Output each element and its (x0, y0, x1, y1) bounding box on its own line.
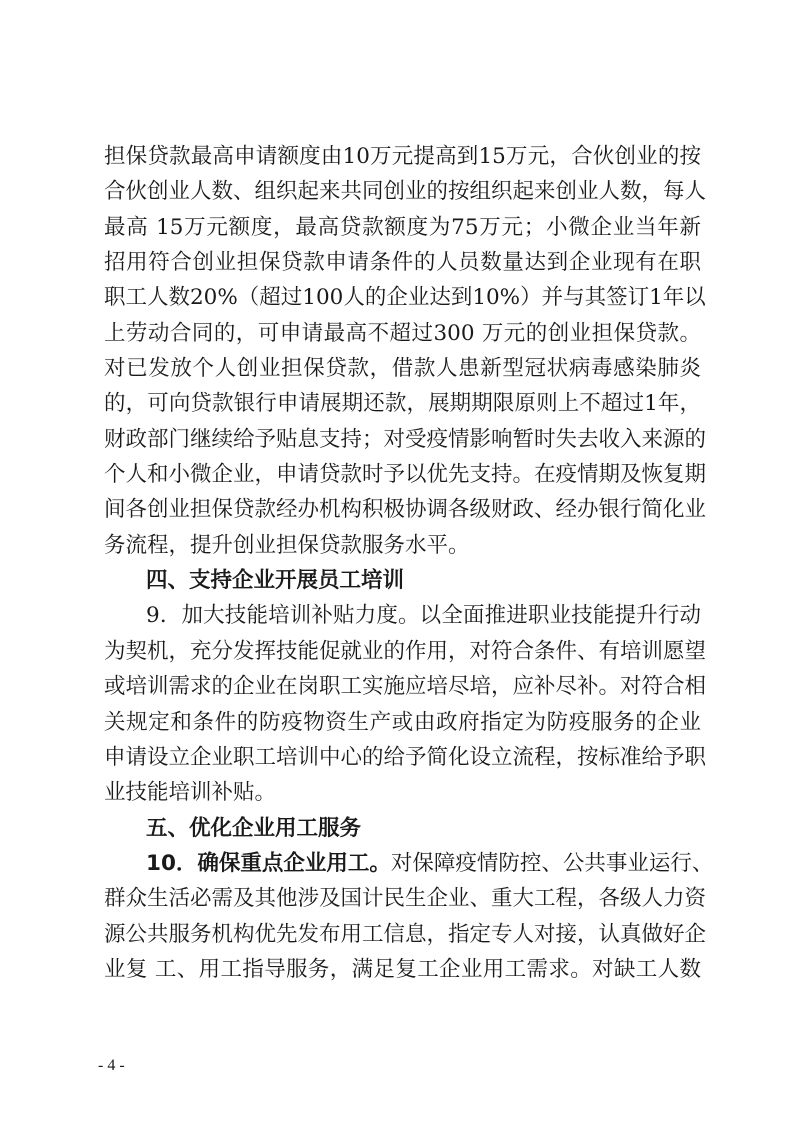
text-line: 或培训需求的企业在岗职工实施应培尽培，应补尽补。对符合相 (104, 674, 707, 700)
text-line: 对已发放个人创业担保贷款，借款人患新型冠状病毒感染肺炎 (104, 356, 701, 382)
text-line: 招用符合创业担保贷款申请条件的人员数量达到企业现有在职 (104, 250, 701, 276)
section-heading-5: 五、优化企业用工服务 (146, 815, 362, 841)
item-lead: 10．确保重点企业用工。 (146, 850, 391, 876)
text-line: 关规定和条件的防疫物资生产或由政府指定为防疫服务的企业 (104, 709, 701, 735)
page-number: - 4 - (98, 1057, 125, 1074)
paragraph-key-employment (104, 846, 714, 987)
text-line: 的，可向贷款银行申请展期还款，展期期限原则上不超过1年， (104, 391, 701, 417)
text-line: 源公共服务机构优先发布用工信息，指定专人对接，认真做好企 (104, 921, 707, 947)
text-line: 群众生活必需及其他涉及国计民生企业、重大工程，各级人力资 (104, 886, 707, 912)
text-line: 职工人数20%（超过100人的企业达到10%）并与其签订1年以 (104, 285, 706, 311)
text-line: 间各创业担保贷款经办机构积极协调各级财政、经办银行简化业 (104, 497, 707, 523)
text-line (104, 846, 714, 881)
section-heading-4: 四、支持企业开展员工培训 (146, 568, 405, 594)
text-line: 业复 工、用工指导服务，满足复工企业用工需求。对缺工人数 (104, 956, 701, 982)
text-line: 务流程，提升创业担保贷款服务水平。 (104, 532, 470, 558)
text-line: 担保贷款最高申请额度由10万元提高到15万元，合伙创业的按 (104, 144, 701, 169)
text-line: 上劳动合同的，可申请最高不超过300 万元的创业担保贷款。 (104, 320, 701, 346)
text-run: 对保障疫情防控、公共事业运行、 (390, 850, 714, 876)
text-line: 为契机，充分发挥技能促就业的作用，对符合条件、有培训愿望 (104, 638, 707, 664)
text-line: 财政部门继续给予贴息支持；对受疫情影响暂时失去收入来源的 (104, 426, 707, 452)
text-line: 申请设立企业职工培训中心的给予简化设立流程，按标准给予职 (104, 744, 707, 770)
text-line: 9．加大技能培训补贴力度。以全面推进职业技能提升行动 (146, 603, 701, 629)
text-line: 合伙创业人数、组织起来共同创业的按组织起来创业人数，每人 (104, 179, 707, 205)
document-body (104, 139, 714, 987)
paragraph-training-subsidy (104, 598, 707, 810)
text-line: 业技能培训补贴。 (104, 780, 277, 806)
text-line: 个人和小微企业，申请贷款时予以优先支持。在疫情期及恢复期 (104, 462, 707, 488)
text-line: 最高 15万元额度，最高贷款额度为75万元；小微企业当年新 (104, 214, 701, 240)
paragraph-loan-policy (104, 139, 707, 563)
